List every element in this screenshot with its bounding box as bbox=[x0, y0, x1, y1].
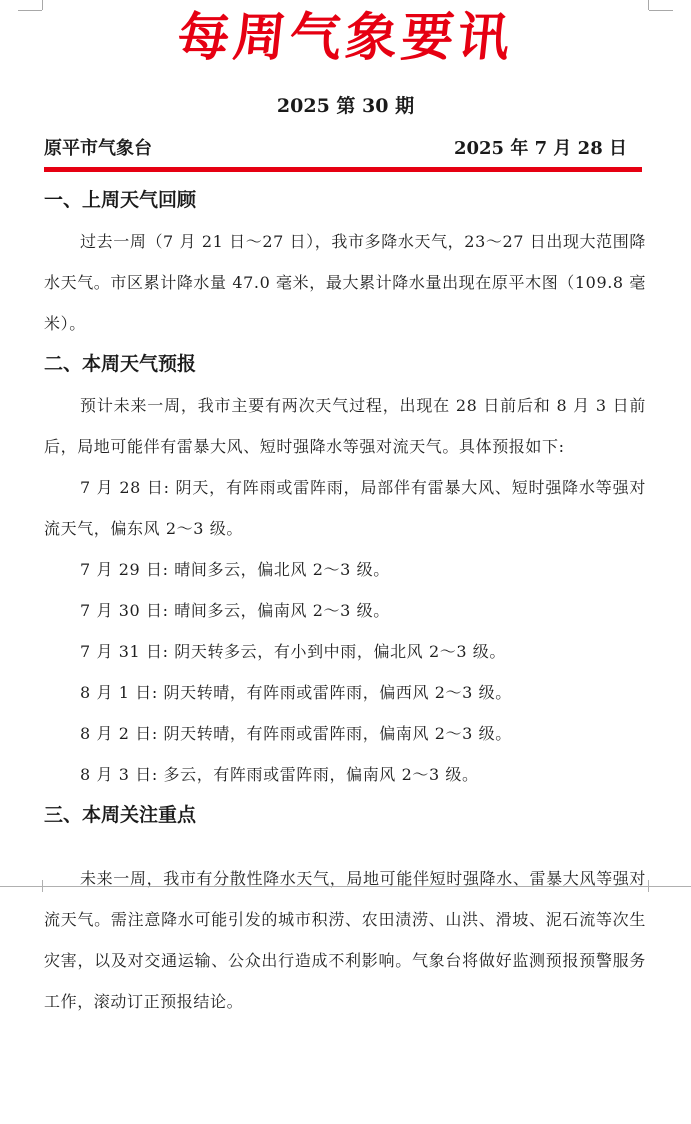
forecast-day-jul-28: 7 月 28 日: 阴天，有阵雨或雷阵雨，局部伴有雷暴大风、短时强降水等强对流天气，偏东风 2～3 级。 bbox=[44, 478, 646, 538]
section-heading-forecast: 二、本周天气预报 bbox=[44, 353, 197, 375]
masthead-title: 每周气象要讯 bbox=[174, 7, 517, 68]
review-paragraph: 过去一周（7 月 21 日～27 日），我市多降水天气，23～27 日出现大范围降水天气。市区累计降水量 47.0 毫米，最大累计降水量出现在原平木图（109.8 毫米）。 bbox=[44, 232, 646, 333]
issue-number: 2025 第 30 期 bbox=[276, 95, 415, 117]
focus-paragraph: 未来一周，我市有分散性降水天气，局地可能伴短时强降水、雷暴大风等强对流天气。需注意降水可能引发的城市积涝、农田渍涝、山洪、滑坡、泥石流等次生灾害，以及对交通运输、公众出行造成不利影响。气象台将做好监测预报预警服务工作，滚动订正预报结论。 bbox=[44, 869, 646, 1011]
forecast-day-aug-3: 8 月 3 日: 多云，有阵雨或雷阵雨，偏南风 2～3 级。 bbox=[80, 765, 479, 784]
forecast-day-aug-2: 8 月 2 日: 阴天转晴，有阵雨或雷阵雨，偏南风 2～3 级。 bbox=[80, 724, 512, 743]
issue-date: 2025 年 7 月 28 日 bbox=[453, 138, 627, 159]
masthead-red-rule bbox=[44, 167, 642, 172]
page-break-line bbox=[0, 886, 691, 887]
document-body[interactable] bbox=[44, 180, 646, 1022]
forecast-day-jul-30: 7 月 30 日: 晴间多云，偏南风 2～3 级。 bbox=[80, 601, 390, 620]
forecast-day-jul-29: 7 月 29 日: 晴间多云，偏北风 2～3 级。 bbox=[80, 560, 390, 579]
forecast-day-jul-31: 7 月 31 日: 阴天转多云，有小到中雨，偏北风 2～3 级。 bbox=[80, 642, 507, 661]
forecast-day-aug-1: 8 月 1 日: 阴天转晴，有阵雨或雷阵雨，偏西风 2～3 级。 bbox=[80, 683, 512, 702]
issuer-name: 原平市气象台 bbox=[44, 138, 152, 159]
section-heading-review: 一、上周天气回顾 bbox=[44, 189, 197, 211]
page-break-mark-right bbox=[648, 880, 673, 892]
page-break-mark-left bbox=[18, 880, 43, 892]
forecast-intro-paragraph: 预计未来一周，我市主要有两次天气过程，出现在 28 日前后和 8 月 3 日前后，局地可能伴有雷暴大风、短时强降水等强对流天气。具体预报如下: bbox=[44, 396, 646, 456]
section-heading-focus: 三、本周关注重点 bbox=[44, 804, 197, 826]
